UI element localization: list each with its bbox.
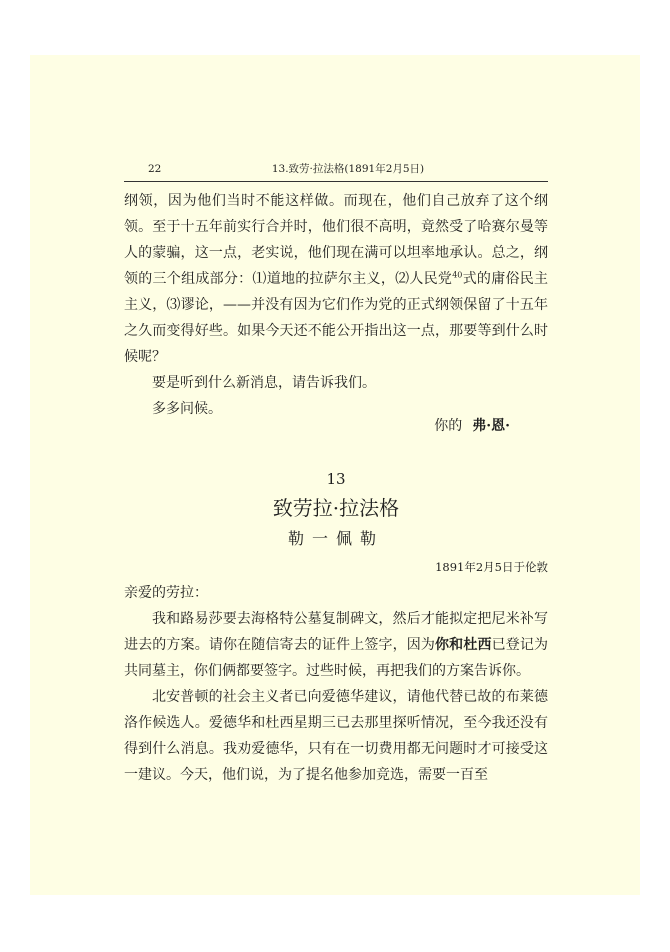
running-title: 13.致劳·拉法格(1891年2月5日): [271, 163, 425, 175]
paragraph: 多多问候。: [152, 401, 222, 417]
emphasis: 你和杜西: [435, 637, 492, 653]
header-rule: [124, 181, 548, 182]
letter-number: 13: [326, 470, 346, 488]
paragraph: [124, 188, 548, 370]
signature-line: [124, 414, 548, 438]
letter-subtitle: 勒一佩勒: [287, 529, 384, 548]
footnote-mark: 40: [452, 270, 463, 280]
paragraph-text: 我和路易莎要去海格特公墓复制碑文，然后才能拟定把尼米补写进去的方案。请你在随信寄去的证件上签字，因为: [124, 611, 548, 653]
salutation: 亲爱的劳拉：: [124, 585, 208, 601]
paragraph-text: 纲领，因为他们当时不能这样做。而现在，他们自己放弃了这个纲领。至于十五年前实行合并时，他们很不高明，竟然受了哈赛尔曼等人的蒙骗，这一点，老实说，他们现在满可以坦率地承认。总之，纲领的三个组成部分：⑴道地的拉萨尔主义，⑵人民党: [124, 193, 548, 287]
paragraph: [124, 606, 548, 684]
page-number: 22: [148, 163, 162, 175]
paragraph: 要是听到什么新消息，请告诉我们。: [152, 375, 376, 391]
paragraph-text-cont: 式的庸俗民主主义，⑶谬论，——并没有因为它们作为党的正式纲领保留了十五年之久而变得好些。如果今天还不能公开指出这一点，那要等到什么时候呢？: [124, 271, 549, 365]
letter-title: 致劳拉·拉法格: [272, 496, 400, 520]
paragraph: 北安普顿的社会主义者已向爱德华建议，请他代替已故的布莱德洛作候选人。爱德华和杜西星期三已去那里探听情况，至今我还没有得到什么消息。我劝爱德华，只有在一切费用都无问题时才可接受这一建议。今天，他们说，为了提名他参加竞选，需要一百至: [124, 689, 548, 783]
signature: 弗·恩·: [472, 418, 510, 434]
previous-letter-body: [124, 188, 548, 422]
dateline: 1891年2月5日于伦敦: [435, 560, 548, 574]
running-header: [148, 160, 548, 178]
closing: 你的: [434, 418, 463, 434]
paragraph-text: 已登记为共同墓主，你们俩都要签字。过些时候，再把我们的方案告诉你。: [124, 637, 549, 679]
letter-body: [124, 580, 548, 788]
